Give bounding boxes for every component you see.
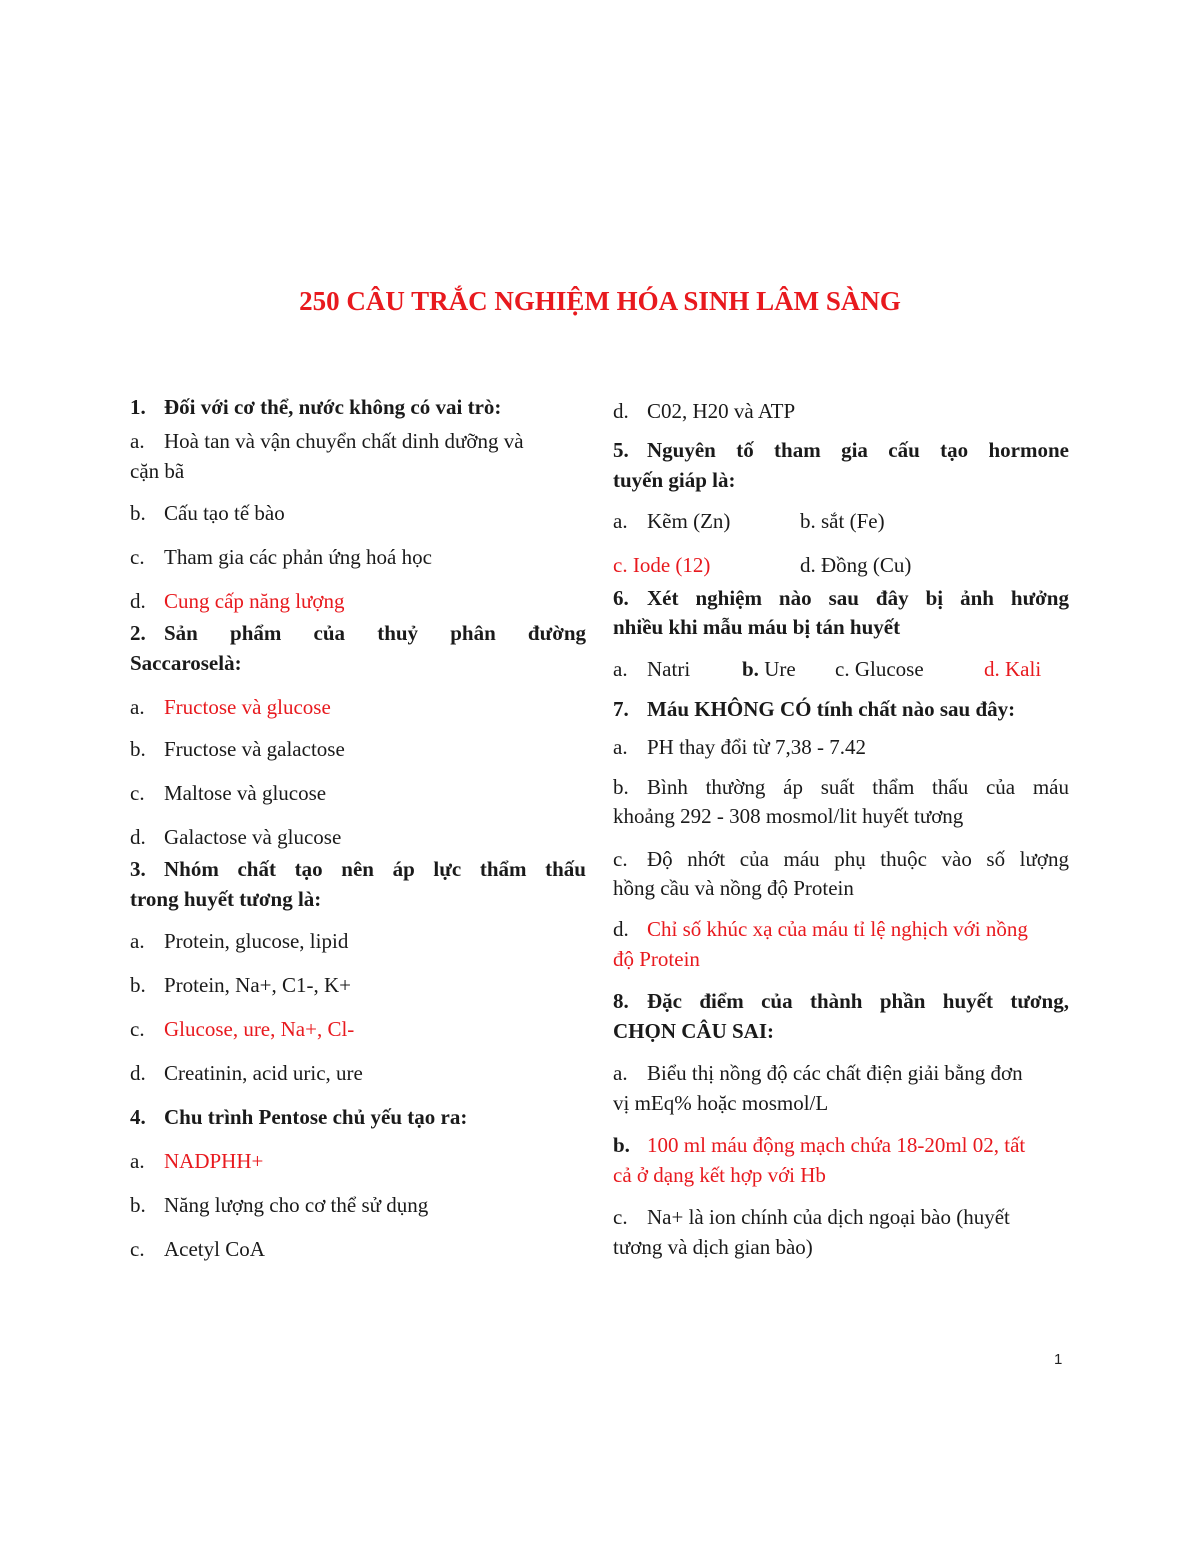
correct-answer: 100 ml máu động mạch chứa 18-20ml 02, tất: [647, 1133, 1026, 1157]
correct-answer: Glucose, ure, Na+, Cl-: [164, 1017, 355, 1041]
q8-option-a-cont: vị mEq% hoặc mosmol/L: [613, 1091, 829, 1115]
q4-option-b: b. Năng lượng cho cơ thể sử dụng: [130, 1193, 429, 1217]
q8-option-a: a. Biểu thị nồng độ các chất điện giải bằng đơn: [613, 1061, 1023, 1085]
q7-option-d: d. Chỉ số khúc xạ của máu tỉ lệ nghịch với nồng: [613, 917, 1028, 941]
q1-option-d: d. Cung cấp năng lượng: [130, 589, 345, 613]
question-8-cont: CHỌN CÂU SAI:: [613, 1019, 775, 1043]
q3-option-d: d. Creatinin, acid uric, ure: [130, 1061, 363, 1085]
q6-option-c: c. Glucose: [835, 657, 924, 681]
q7-option-c: c. Độ nhớt của máu phụ thuộc vào số lượng: [613, 847, 1069, 871]
q8-option-c: c. Na+ là ion chính của dịch ngoại bào (huyết: [613, 1205, 1010, 1229]
q6-option-b: b. Ure: [742, 657, 796, 681]
q5-option-b: b. sắt (Fe): [800, 509, 885, 533]
q7-option-b: b. Bình thường áp suất thẩm thấu của máu: [613, 775, 1069, 799]
q3-option-a: a. Protein, glucose, lipid: [130, 929, 349, 953]
q1-option-a: a. Hoà tan và vận chuyển chất dinh dưỡng và: [130, 429, 524, 453]
q3-option-c: c. Glucose, ure, Na+, Cl-: [130, 1017, 355, 1041]
q5-option-a: a. Kẽm (Zn): [613, 509, 731, 533]
question-3: 3. Nhóm chất tạo nên áp lực thẩm thấu: [130, 857, 586, 881]
q3-option-b: b. Protein, Na+, C1-, K+: [130, 973, 352, 997]
q7-option-c-cont: hồng cầu và nồng độ Protein: [613, 876, 854, 900]
q2-option-a: a. Fructose và glucose: [130, 695, 331, 719]
page-number: 1: [1054, 1351, 1063, 1368]
question-2-cont: Saccaroselà:: [130, 651, 242, 675]
q5-option-c: c. Iode (12): [613, 553, 711, 577]
q7-option-a: a. PH thay đổi từ 7,38 - 7.42: [613, 735, 867, 759]
q2-option-c: c. Maltose và glucose: [130, 781, 327, 805]
question-2: 2. Sản phẩm của thuỷ phân đường: [130, 621, 586, 645]
correct-answer: Fructose và glucose: [164, 695, 331, 719]
correct-answer: Cung cấp năng lượng: [164, 589, 345, 613]
q7-option-d-cont: độ Protein: [613, 947, 700, 971]
q1-option-c: c. Tham gia các phản ứng hoá học: [130, 545, 432, 569]
q4-option-a: a. NADPHH+: [130, 1149, 264, 1173]
q6-option-a: a. Natri: [613, 657, 691, 681]
correct-answer: Kali: [1005, 657, 1042, 681]
q1-option-b: b. Cấu tạo tế bào: [130, 501, 285, 525]
question-text: Đối với cơ thể, nước không có vai trò:: [164, 395, 502, 419]
q7-option-b-cont: khoảng 292 - 308 mosmol/lit huyết tương: [613, 804, 964, 828]
question-8: 8. Đặc điểm của thành phần huyết tương,: [613, 989, 1069, 1013]
q4-option-c: c. Acetyl CoA: [130, 1237, 265, 1261]
question-1: [130, 392, 501, 422]
question-3-cont: trong huyết tương là:: [130, 887, 322, 911]
q6-option-d: d. Kali: [984, 657, 1042, 681]
question-number: 1.: [130, 395, 146, 419]
q2-option-b: b. Fructose và galactose: [130, 737, 345, 761]
correct-answer: Chỉ số khúc xạ của máu tỉ lệ nghịch với nồng: [647, 917, 1028, 941]
page-title: 250 CÂU TRẮC NGHIỆM HÓA SINH LÂM SÀNG: [299, 286, 901, 316]
q2-option-d: d. Galactose và glucose: [130, 825, 342, 849]
question-6-cont: nhiều khi mẫu máu bị tán huyết: [613, 615, 901, 639]
question-4: 4. Chu trình Pentose chủ yếu tạo ra:: [130, 1105, 468, 1129]
correct-answer: Iode (12): [632, 553, 711, 577]
q8-option-c-cont: tương và dịch gian bào): [613, 1235, 813, 1259]
question-6: 6. Xét nghiệm nào sau đây bị ảnh hưởng: [613, 586, 1069, 610]
question-5-cont: tuyến giáp là:: [613, 468, 736, 492]
q4-option-d: d. C02, H20 và ATP: [613, 399, 796, 423]
q8-option-b: b. 100 ml máu động mạch chứa 18-20ml 02, tất: [613, 1133, 1026, 1157]
question-7: 7. Máu KHÔNG CÓ tính chất nào sau đây:: [613, 697, 1016, 721]
q8-option-b-cont: cả ở dạng kết hợp với Hb: [613, 1163, 826, 1187]
q5-option-d: d. Đồng (Cu): [800, 553, 912, 577]
correct-answer: NADPHH+: [164, 1149, 264, 1173]
q1-option-a-cont: cặn bã: [130, 459, 185, 483]
question-5: 5. Nguyên tố tham gia cấu tạo hormone: [613, 438, 1069, 462]
